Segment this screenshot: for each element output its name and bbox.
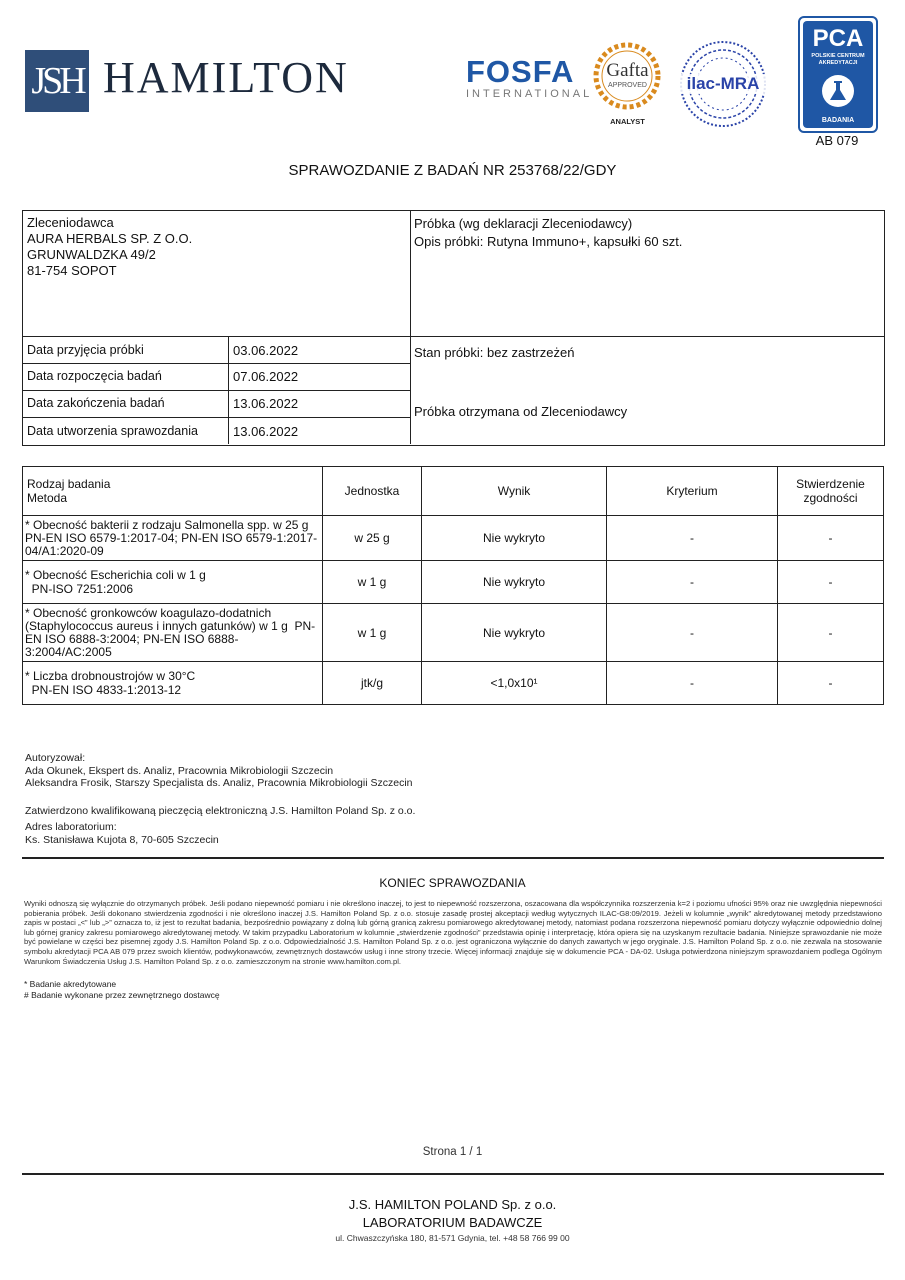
gafta-logo [590,40,665,128]
table-row [23,604,884,662]
client-block [27,215,192,279]
result-cell: Nie wykryto [422,516,607,561]
footer [0,1196,905,1244]
fosfa-logo-subtitle: INTERNATIONAL [466,88,593,100]
test-method: PN-EN ISO 6579-1:2017-04; PN-EN ISO 6579-1:2017-04/A1:2020-09 [25,517,318,558]
page-number: Strona 1 / 1 [422,1146,483,1158]
table-row [23,662,884,705]
footer-lab: LABORATORIUM BADAWCZE [362,1215,543,1230]
date-value: 03.06.2022 [233,343,299,358]
date-label: Data przyjęcia próbki [27,343,144,357]
client-city: 81-754 SOPOT [27,263,117,278]
footnote-external: # Badanie wykonane przez zewnętrznego dostawcę [24,989,220,1000]
test-cell [23,662,323,705]
compliance-cell: - [778,561,884,604]
end-title: KONIEC SPRAWOZDANIA [379,876,526,890]
divider-line [22,857,884,859]
test-name: * Liczba drobnoustrojów w 30°C [25,669,196,683]
col-header-result: Wynik [422,467,607,516]
ilac-mra-logo [677,38,769,130]
unit-cell: w 1 g [323,561,422,604]
info-divider [410,210,411,444]
lab-address: Ks. Stanisława Kujota 8, 70-605 Szczecin [25,833,219,846]
info-divider-h [22,336,884,337]
footer-company: J.S. HAMILTON POLAND Sp. z o.o. [348,1197,557,1212]
table-row [23,516,884,561]
col-header-criterion: Kryterium [607,467,778,516]
footer-divider [22,1173,884,1175]
footer-address: ul. Chwaszczyńska 180, 81-571 Gdynia, tel. +48 58 766 99 00 [335,1233,570,1243]
gafta-analyst: ANALYST [610,117,645,126]
result-cell: Nie wykryto [422,604,607,662]
date-label: Data rozpoczęcia badań [27,369,162,383]
criterion-cell: - [607,516,778,561]
client-street: GRUNWALDZKA 49/2 [27,247,156,262]
sample-condition: Stan próbki: bez zastrzeżeń [414,345,575,360]
table-row [23,561,884,604]
test-method: PN-EN ISO 4833-1:2013-12 [25,683,182,697]
criterion-cell: - [607,604,778,662]
sample-block [414,215,682,251]
dates-row-line [22,390,410,391]
hamilton-logo-text: HAMILTON [103,53,349,102]
compliance-cell: - [778,662,884,705]
test-method: PN-ISO 7251:2006 [25,582,134,596]
seal-note: Zatwierdzono kwalifikowaną pieczęcią elektroniczną J.S. Hamilton Poland Sp. z o.o. [25,805,416,817]
pca-line1: POLSKIE CENTRUM [811,53,865,59]
test-cell [23,516,323,561]
criterion-cell: - [607,561,778,604]
lab-address-block [25,821,219,846]
test-cell [23,604,323,662]
pca-badge: BADANIA [821,117,855,124]
date-label: Data zakończenia badań [27,396,165,410]
sample-origin: Próbka otrzymana od Zleceniodawcy [414,404,628,419]
compliance-cell: - [778,516,884,561]
fosfa-logo [466,54,593,100]
accreditation-number: AB 079 [815,133,859,148]
compliance-cell: - [778,604,884,662]
col-header-test-line2: Metoda [27,491,68,505]
sample-label: Próbka (wg deklaracji Zleceniodawcy) [414,216,633,231]
results-table [22,466,884,705]
lab-address-label: Adres laboratorium: [25,821,117,833]
fosfa-logo-title: FOSFA [466,54,575,89]
unit-cell: w 25 g [323,516,422,561]
result-cell: <1,0x10¹ [422,662,607,705]
date-value: 07.06.2022 [233,369,299,384]
pca-line2: AKREDYTACJI [818,60,858,66]
date-label: Data utworzenia sprawozdania [27,424,198,438]
authorization-label: Autoryzował: [25,752,86,764]
col-header-compliance-line1: Stwierdzenie [796,477,865,491]
ilac-mra-text: ilac-MRA [677,74,769,94]
date-value: 13.06.2022 [233,424,299,439]
result-cell: Nie wykryto [422,561,607,604]
col-header-test [23,467,323,516]
footnotes [24,979,220,1000]
client-label: Zleceniodawca [27,215,114,230]
test-method: PN-EN ISO 6888-3:2004; PN-EN ISO 6888-3:2004/AC:2005 [25,618,316,659]
report-title: SPRAWOZDANIE Z BADAŃ NR 253768/22/GDY [288,162,617,179]
col-header-compliance [778,467,884,516]
client-name: AURA HERBALS SP. Z O.O. [27,231,193,246]
col-header-compliance-line2: zgodności [803,491,858,505]
sample-description: Opis próbki: Rutyna Immuno+, kapsułki 60 szt. [414,234,683,249]
date-value: 13.06.2022 [233,396,299,411]
unit-cell: w 1 g [323,604,422,662]
test-cell [23,561,323,604]
flask-icon [818,73,858,109]
pca-title: PCA [812,25,864,52]
disclaimer: Wyniki odnoszą się wyłącznie do otrzymanych próbek. Jeśli podano niepewność pomiaru i nie określono inaczej, to jest to niepewność rozszerzona, oszacowana dla współczynnika rozszerzenia k=2 i poziomu ufności 95% oraz nie uwzględnia niepewności pobierania próbek. Jeśli dokonano stwierdzenia zgodności i nie określono inaczej J.S. Hamilton Poland Sp. z o.o. stosuje zasadę prostej akceptacji według wytycznych ILAC-G8:09/2019. Jeżeli w kolumnie „wynik” akredytowanej metody przedstawiono zapis w postaci „<” lub „>” oznacza to, iż jest to rezultat badania, bezpośrednio powiązany z dolną lub górną granicą zakresu pomiarowego akredytowanej metody, natomiast podana rozszerzona niepewność pomiaru dotyczy wyłącznie odpowiednio dolnej lub górnej granicy zakresu pomiarowego akredytowanej metody. W takim przypadku Laboratorium w kolumnie „stwierdzenie zgodności” przedstawia opinię i interpretację, która opiera się na uzyskanym rezultacie badania. Niniejsze sprawozdanie nie może być powielane w części bez pisemnej zgody J.S. Hamilton Poland Sp. z o.o. Odpowiedzialność J.S. Hamilton Poland Sp. z o.o. jest ograniczona wyłącznie do danych zawartych w jego oryginale. J.S. Hamilton Poland Sp. z o.o. nie zezwala na stosowanie symbolu akredytacji PCA AB 079 przez swoich klientów, podwykonawców, zewnętrznych dostawców usług i inne strony trzecie. Więcej informacji znajduje się w dokumencie PCA - DA-02. Usługa potwierdzona niniejszym sprawozdaniem podlega Ogólnym Warunkom Świadczenia Usług J.S. Hamilton Poland Sp. z o.o. zamieszczonym na stronie www.hamilton.com.pl. [24,899,882,966]
authorizer-2: Aleksandra Frosik, Starszy Specjalista ds. Analiz, Pracownia Mikrobiologii Szczecin [25,777,413,789]
gafta-title: Gafta [606,60,649,81]
table-header-row [23,467,884,516]
dates-row-line [22,417,410,418]
col-header-unit: Jednostka [323,467,422,516]
criterion-cell: - [607,662,778,705]
footnote-accredited: * Badanie akredytowane [24,979,117,989]
unit-cell: jtk/g [323,662,422,705]
dates-row-line [22,363,410,364]
authorization-block [25,752,413,790]
test-name: * Obecność Escherichia coli w 1 g [25,568,206,582]
col-header-test-line1: Rodzaj badania [27,477,111,491]
authorizer-1: Ada Okunek, Ekspert ds. Analiz, Pracownia Mikrobiologii Szczecin [25,764,334,777]
pca-logo [798,16,878,133]
test-name: * Obecność gronkowców koagulazo-dodatnich (Staphylococcus aureus i innych gatunków) w 1 g [25,605,288,633]
gafta-approved: APPROVED [608,82,647,89]
jsh-logo-mark: JSH [25,50,89,112]
test-name: * Obecność bakterii z rodzaju Salmonella spp. w 25 g [25,517,309,532]
